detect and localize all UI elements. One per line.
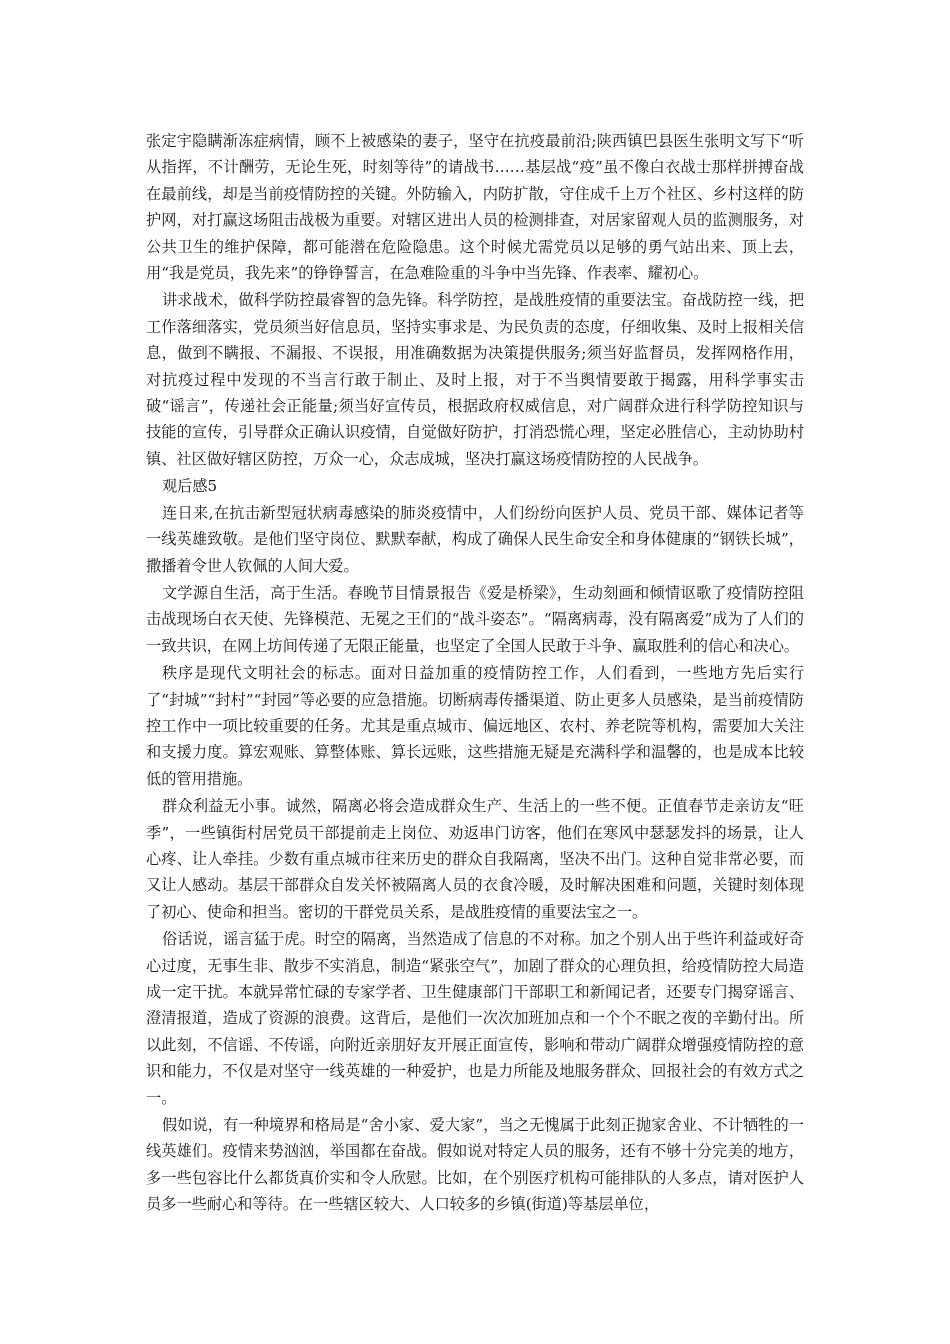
paragraph: 俗话说，谣言猛于虎。时空的隔离，当然造成了信息的不对称。加之个别人出于些许利益或好奇心过度，无事生非、散步不实消息，制造“紧张空气”，加剧了群众的心理负担，给疫情防控大局造成一定干扰。本就异常忙碌的专家学者、卫生健康部门干部职工和新闻记者，还要专门揭穿谣言、澄清报道，造成了资源的浪费。这背后，是他们一次次加班加点和一个个不眠之夜的辛勤付出。所以此刻，不信谣、不传谣，向附近亲朋好友开展正面宣传，影响和带动广阔群众增强疫情防控的意识和能力，不仅是对坚守一线英雄的一种爱护，也是力所能及地服务群众、回报社会的有效方式之一。 — [146, 930, 804, 1107]
paragraph: 秩序是现代文明社会的标志。面对日益加重的疫情防控工作，人们看到，一些地方先后实行了“封城”“封村”“封园”等必要的应急措施。切断病毒传播渠道、防止更多人员感染，是当前疫情防控工作中一项比较重要的任务。尤其是重点城市、偏远地区、农村、养老院等机构，需要加大关注和支援力度。算宏观账、算整体账、算长远账，这些措施无疑是充满科学和温馨的，也是成本比较低的管用措施。 — [146, 664, 804, 788]
document-body — [146, 128, 804, 1219]
paragraph: 张定宇隐瞒渐冻症病情，顾不上被感染的妻子，坚守在抗疫最前沿;陕西镇巴县医生张明文写下“听从指挥，不计酬劳，无论生死，时刻等待”的请战书……基层战“疫”虽不像白衣战士那样拼搏奋战在最前线，却是当前疫情防控的关键。外防输入，内防扩散，守住成千上万个社区、乡村这样的防护网，对打赢这场阻击战极为重要。对辖区进出人员的检测排查，对居家留观人员的监测服务，对公共卫生的维护保障，都可能潜在危险隐患。这个时候尤需党员以足够的勇气站出来、顶上去，用“我是党员，我先来”的铮铮誓言，在急难险重的斗争中当先锋、作表率、耀初心。 — [146, 132, 804, 283]
paragraph: 群众利益无小事。诚然，隔离必将会造成群众生产、生活上的一些不便。正值春节走亲访友“旺季”，一些镇街村居党员干部提前走上岗位、劝返串门访客，他们在寒风中瑟瑟发抖的场景，让人心疼、让人牵挂。少数有重点城市往来历史的群众自我隔离，坚决不出门。这种自觉非常必要，而又让人感动。基层干部群众自发关怀被隔离人员的衣食冷暖，及时解决困难和问题，关键时刻体现了初心、使命和担当。密切的干群党员关系，是战胜疫情的重要法宝之一。 — [146, 797, 804, 921]
section-heading: 观后感5 — [161, 477, 218, 496]
paragraph: 连日来,在抗击新型冠状病毒感染的肺炎疫情中，人们纷纷向医护人员、党员干部、媒体记者等一线英雄致敬。是他们坚守岗位、默默奉献，构成了确保人民生命安全和身体健康的“钢铁长城”，撒播着令世人钦佩的人间大爱。 — [146, 503, 804, 575]
paragraph: 文学源自生活，高于生活。春晚节目情景报告《爱是桥梁》，生动刻画和倾情讴歌了疫情防控阻击战现场白衣天使、先锋模范、无冕之王们的“战斗姿态”。“隔离病毒，没有隔离爱”成为了人们的一致共识，在网上坊间传递了无限正能量，也坚定了全国人民敢于斗争、赢取胜利的信心和决心。 — [146, 583, 804, 655]
paragraph: 讲求战术，做科学防控最睿智的急先锋。科学防控，是战胜疫情的重要法宝。奋战防控一线，把工作落细落实，党员须当好信息员，坚持实事求是、为民负责的态度，仔细收集、及时上报相关信息，做到不瞒报、不漏报、不误报，用准确数据为决策提供服务;须当好监督员，发挥网格作用，对抗疫过程中发现的不当言行敢于制止、及时上报，对于不当舆情要敢于揭露，用科学事实击破“谣言”，传递社会正能量;须当好宣传员，根据政府权威信息，对广阔群众进行科学防控知识与技能的宣传，引导群众正确认识疫情，自觉做好防护，打消恐慌心理，坚定必胜信心，主动协助村镇、社区做好辖区防控，万众一心，众志成城，坚决打赢这场疫情防控的人民战争。 — [146, 291, 804, 468]
paragraph: 假如说，有一种境界和格局是“舍小家、爱大家”，当之无愧属于此刻正抛家舍业、不计牺牲的一线英雄们。疫情来势汹汹，举国都在奋战。假如说对特定人员的服务，还有不够十分完美的地方，多一些包容比什么都货真价实和令人欣慰。比如，在个别医疗机构可能排队的人多点，请对医护人员多一些耐心和等待。在一些辖区较大、人口较多的乡镇(街道)等基层单位， — [146, 1116, 804, 1214]
